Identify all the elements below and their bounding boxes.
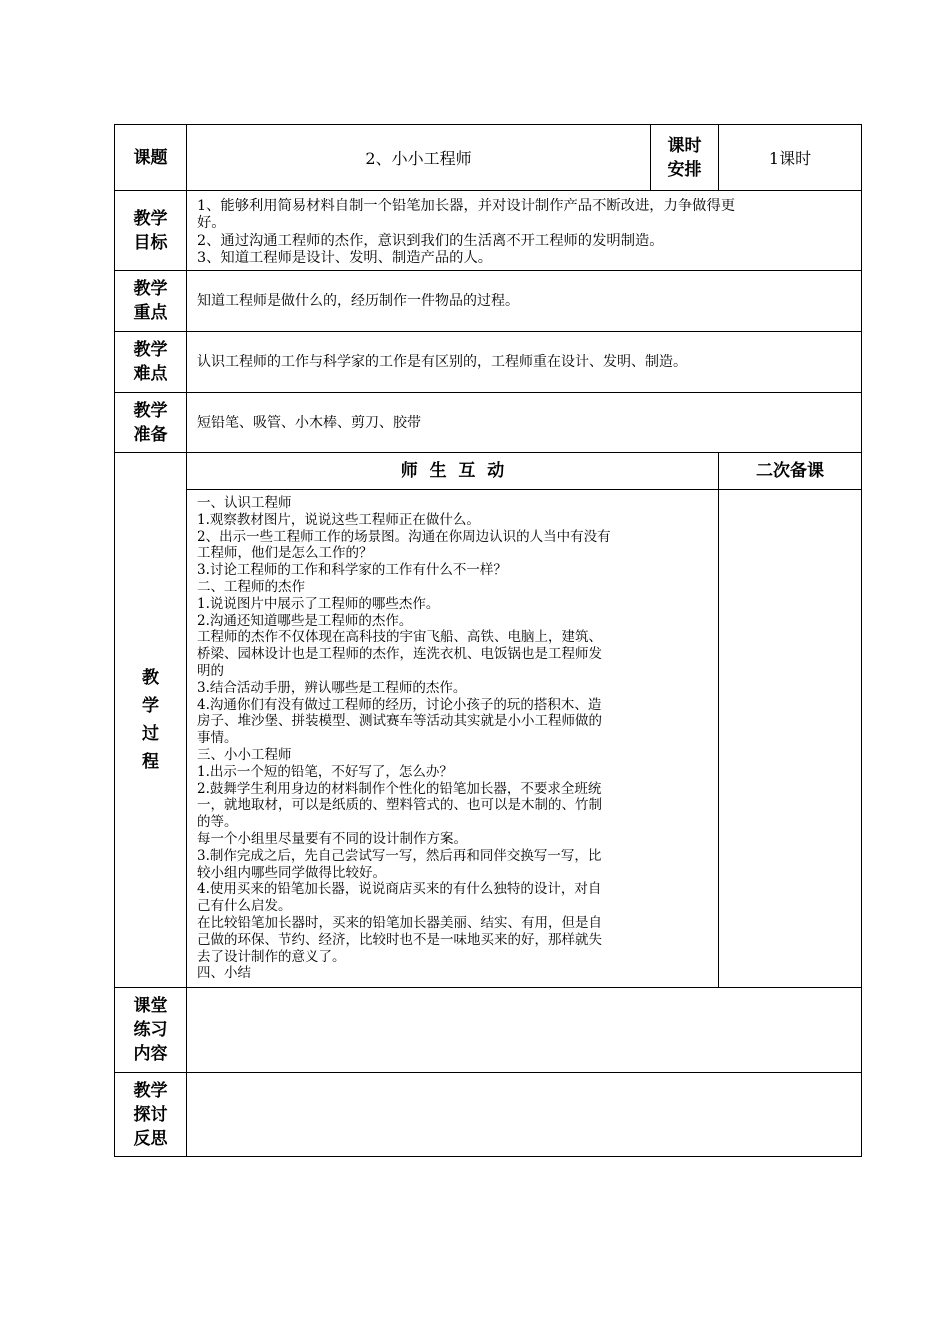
reflection-label-line: 教学: [133, 1080, 168, 1101]
process-line: 四、小结: [197, 965, 251, 982]
process-line: 去了设计制作的意义了。: [197, 948, 346, 965]
process-line: 工程师，他们是怎么工作的？: [197, 545, 373, 562]
process-line: 3.制作完成之后，先自己尝试写一写，然后再和同伴交换写一写，比: [197, 847, 602, 864]
difficulties-label-line: 难点: [133, 364, 168, 384]
difficulties-text: 认识工程师的工作与科学家的工作是有区别的，工程师重在设计、发明、制造。: [197, 354, 687, 370]
goals-line: 3、知道工程师是设计、发明、制造产品的人。: [197, 250, 493, 267]
difficulties-content: [187, 332, 861, 392]
second-prep-column-header: [719, 453, 861, 489]
process-line: 2.鼓舞学生利用身边的材料制作个性化的铅笔加长器，不要求全班统: [197, 780, 602, 797]
reflection-label-line: 反思: [133, 1128, 168, 1149]
process-line: 在比较铅笔加长器时，买来的铅笔加长器美丽、结实、有用，但是自: [197, 914, 602, 931]
process-line: 2.沟通还知道哪些是工程师的杰作。: [197, 612, 413, 629]
preparation-label-line: 准备: [133, 424, 168, 445]
goals-line: 2、通过沟通工程师的杰作，意识到我们的生活离不开工程师的发明制造。: [197, 232, 664, 249]
second-prep-content: [719, 490, 861, 987]
topic-label-text: 课题: [133, 147, 168, 168]
key-points-text: 知道工程师是做什么的，经历制作一件物品的过程。: [197, 293, 519, 309]
process-line: 1.观察教材图片，说说这些工程师正在做什么。: [197, 511, 480, 528]
practice-content: [187, 988, 861, 1072]
goals-line: 1、能够利用简易材料自制一个铅笔加长器，并对设计制作产品不断改进，力争做得更: [197, 198, 736, 214]
reflection-content: [187, 1073, 861, 1156]
rule-bottom: [114, 1156, 862, 1157]
process-column-header: [187, 453, 718, 489]
topic-label: [115, 125, 186, 190]
process-line: 3.结合活动手册，辨认哪些是工程师的杰作。: [197, 679, 467, 696]
goals-label: [115, 191, 186, 270]
process-line: 每一个小组里尽量要有不同的设计制作方案。: [197, 830, 467, 847]
process-line: 工程师的杰作不仅体现在高科技的宇宙飞船、高铁、电脑上，建筑、: [197, 629, 602, 646]
preparation-content: [187, 393, 861, 452]
preparation-label: [115, 393, 186, 452]
process-line: 3.讨论工程师的工作和科学家的工作有什么不一样？: [197, 562, 507, 579]
topic-value-text: 2、小小工程师: [365, 149, 472, 168]
schedule-label-line: 课时: [667, 135, 702, 156]
key-points-label-line: 教学: [133, 279, 168, 299]
process-line: 房子、堆沙堡、拼装模型、测试赛车等活动其实就是小小工程师做的: [197, 713, 602, 730]
practice-label: [115, 988, 186, 1072]
key-points-content: [187, 271, 861, 331]
process-content: [187, 495, 718, 985]
process-line: 一，就地取材，可以是纸质的、塑料管式的、也可以是木制的、竹制: [197, 797, 602, 814]
process-line: 4.使用买来的铅笔加长器，说说商店买来的有什么独特的设计，对自: [197, 881, 602, 898]
goals-content: [187, 198, 861, 270]
process-label-char: 程: [142, 752, 159, 772]
goals-label-line: 教学: [133, 208, 168, 229]
process-line: 1.出示一个短的铅笔，不好写了，怎么办？: [197, 763, 453, 780]
process-line: 己有什么启发。: [197, 898, 292, 915]
key-points-label: [115, 271, 186, 331]
practice-label-line: 练习: [133, 1020, 168, 1040]
process-column-header-text: 师 生 互 动: [400, 461, 505, 481]
process-line: 二、工程师的杰作: [197, 578, 305, 595]
process-line: 4.沟通你们有没有做过工程师的经历，讨论小孩子的玩的搭积木、造: [197, 696, 602, 713]
difficulties-label: [115, 332, 186, 392]
preparation-text: 短铅笔、吸管、小木棒、剪刀、胶带: [197, 414, 421, 431]
key-points-label-line: 重点: [133, 303, 168, 323]
process-line: 三、小小工程师: [197, 746, 292, 763]
process-line: 桥梁、园林设计也是工程师的杰作，连洗衣机、电饭锅也是工程师发: [197, 646, 602, 663]
reflection-label: [115, 1073, 186, 1156]
process-line: 1.说说图片中展示了工程师的哪些杰作。: [197, 595, 440, 612]
process-label-char: 教: [142, 668, 159, 688]
preparation-label-line: 教学: [133, 400, 168, 421]
schedule-value: [719, 125, 861, 190]
schedule-label-line: 安排: [667, 159, 702, 180]
process-line: 的等。: [197, 814, 238, 831]
reflection-label-line: 探讨: [133, 1104, 168, 1125]
practice-label-line: 内容: [133, 1044, 168, 1064]
process-line: 己做的环保、节约、经济，比较时也不是一味地买来的好，那样就失: [197, 931, 602, 948]
schedule-label: [651, 125, 718, 190]
rule-right: [861, 124, 862, 1157]
process-label: [115, 453, 186, 987]
difficulties-label-line: 教学: [133, 340, 168, 360]
process-line: 2、出示一些工程师工作的场景图。沟通在你周边认识的人当中有没有: [197, 528, 611, 545]
goals-line: 好。: [197, 215, 226, 232]
process-line: 较小组内哪些同学做得比较好。: [197, 864, 386, 881]
second-prep-column-header-text: 二次备课: [756, 461, 824, 481]
practice-label-line: 课堂: [133, 996, 168, 1016]
process-label-char: 过: [142, 724, 159, 744]
process-line: 一、认识工程师: [197, 495, 292, 511]
lesson-plan-table: [114, 124, 862, 1157]
process-line: 事情。: [197, 730, 238, 747]
process-line: 明的: [197, 662, 224, 679]
topic-value: [187, 125, 650, 190]
rule: [114, 190, 862, 191]
schedule-value-text: 1课时: [768, 149, 812, 168]
process-label-char: 学: [142, 696, 159, 716]
goals-label-line: 目标: [133, 232, 168, 253]
